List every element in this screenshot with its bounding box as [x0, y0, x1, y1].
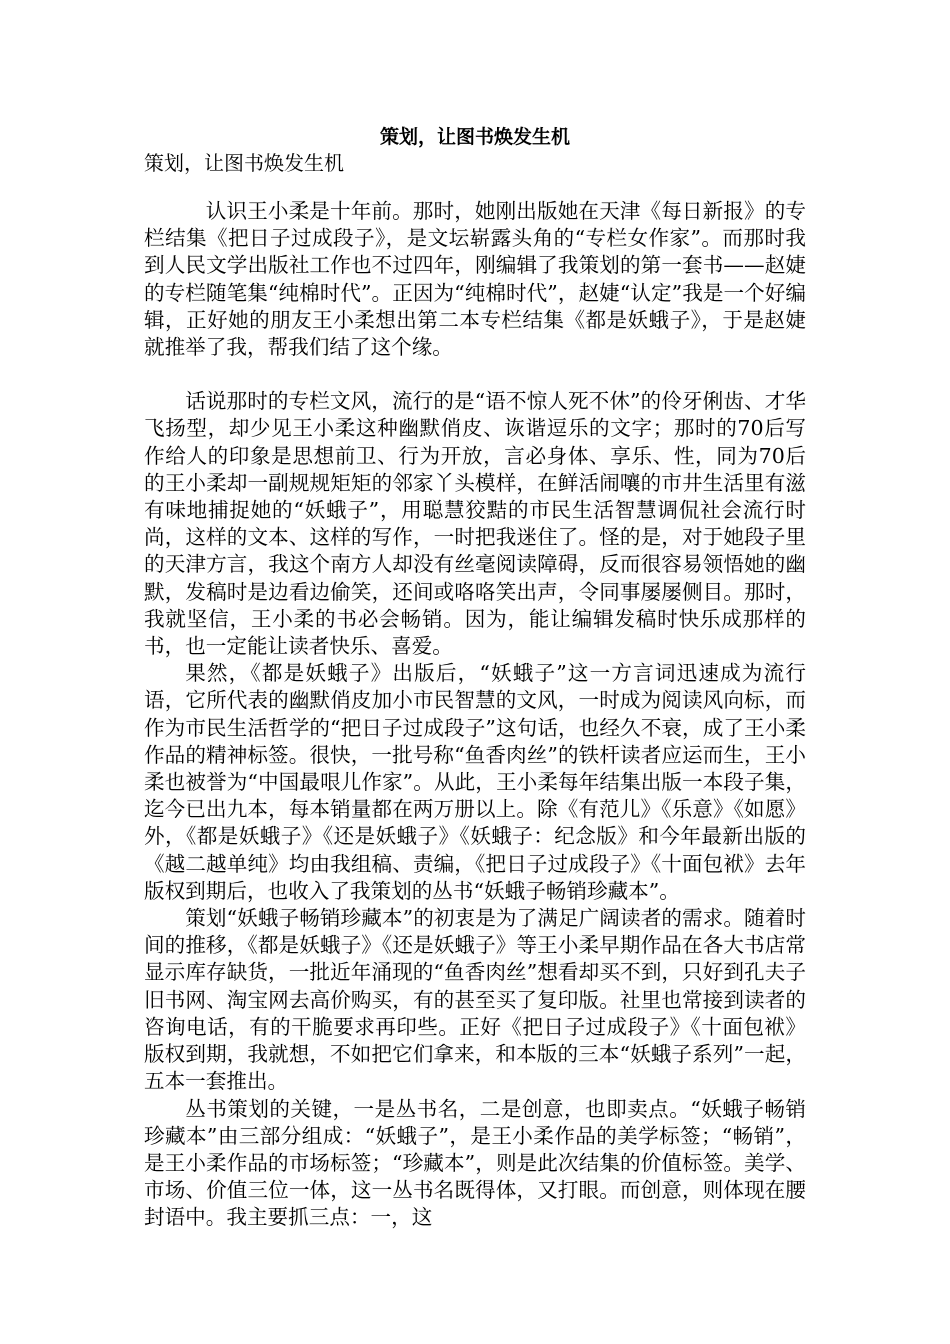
document-title: 策划，让图书焕发生机 — [379, 126, 570, 148]
document-body — [144, 198, 806, 1232]
paragraph-1: 认识王小柔是十年前。那时，她刚出版她在天津《每日新报》的专栏结集《把日子过成段子》，是文坛崭露头角的“专栏女作家”。而那时我到人民文学出版社工作也不过四年，刚编辑了我策划的第一套书——赵婕的专栏随笔集“纯棉时代”。正因为“纯棉时代”，赵婕“认定”我是一个好编辑，正好她的朋友王小柔想出第二本专栏结集《都是妖蛾子》，于是赵婕就推举了我，帮我们结了这个缘。 — [144, 199, 806, 360]
paragraph-3: 果然，《都是妖蛾子》出版后，“妖蛾子”这一方言词迅速成为流行语，它所代表的幽默俏皮加小市民智慧的文风，一时成为阅读风向标，而作为市民生活哲学的“把日子过成段子”这句话，也经久不衰，成了王小柔作品的精神标签。很快，一批号称“鱼香肉丝”的铁杆读者应运而生，王小柔也被誉为“中国最哏儿作家”。从此，王小柔每年结集出版一本段子集，迄今已出九本，每本销量都在两万册以上。除《有范儿》《乐意》《如愿》外，《都是妖蛾子》《还是妖蛾子》《妖蛾子：纪念版》和今年最新出版的《越二越单纯》均由我组稿、责编，《把日子过成段子》《十面包袱》去年版权到期后，也收入了我策划的丛书“妖蛾子畅销珍藏本”。 — [144, 661, 806, 903]
document-subtitle: 策划，让图书焕发生机 — [144, 151, 344, 175]
paragraph-5: 丛书策划的关键，一是丛书名，二是创意，也即卖点。“妖蛾子畅销珍藏本”由三部分组成：“妖蛾子”，是王小柔作品的美学标签；“畅销”，是王小柔作品的市场标签；“珍藏本”，则是此次结集的价值标签。美学、市场、价值三位一体，这一丛书名既得体，又打眼。而创意，则体现在腰封语中。我主要抓三点：一，这 — [144, 1096, 806, 1230]
paragraph-4: 策划“妖蛾子畅销珍藏本”的初衷是为了满足广阔读者的需求。随着时间的推移，《都是妖蛾子》《还是妖蛾子》等王小柔早期作品在各大书店常显示库存缺货，一批近年涌现的“鱼香肉丝”想看却买不到，只好到孔夫子旧书网、淘宝网去高价购买，有的甚至买了复印版。社里也常接到读者的咨询电话，有的干脆要求再印些。正好《把日子过成段子》《十面包袱》版权到期，我就想，不如把它们拿来，和本版的三本“妖蛾子系列”一起，五本一套推出。 — [144, 906, 806, 1094]
paragraph-2: 话说那时的专栏文风，流行的是“语不惊人死不休”的伶牙俐齿、才华飞扬型，却少见王小柔这种幽默俏皮、诙谐逗乐的文字；那时的70后写作给人的印象是思想前卫、行为开放，言必身体、享乐、性，同为70后的王小柔却一副规规矩矩的邻家丫头模样，在鲜活闹嚷的市井生活里有滋有味地捕捉她的“妖蛾子”，用聪慧狡黠的市民生活智慧调侃社会流行时尚，这样的文本、这样的写作，一时把我迷住了。怪的是，对于她段子里的天津方言，我这个南方人却没有丝毫阅读障碍，反而很容易领悟她的幽默，发稿时是边看边偷笑，还间或咯咯笑出声，令同事屡屡侧目。那时，我就坚信，王小柔的书必会畅销。因为，能让编辑发稿时快乐成那样的书，也一定能让读者快乐、喜爱。 — [144, 389, 806, 659]
